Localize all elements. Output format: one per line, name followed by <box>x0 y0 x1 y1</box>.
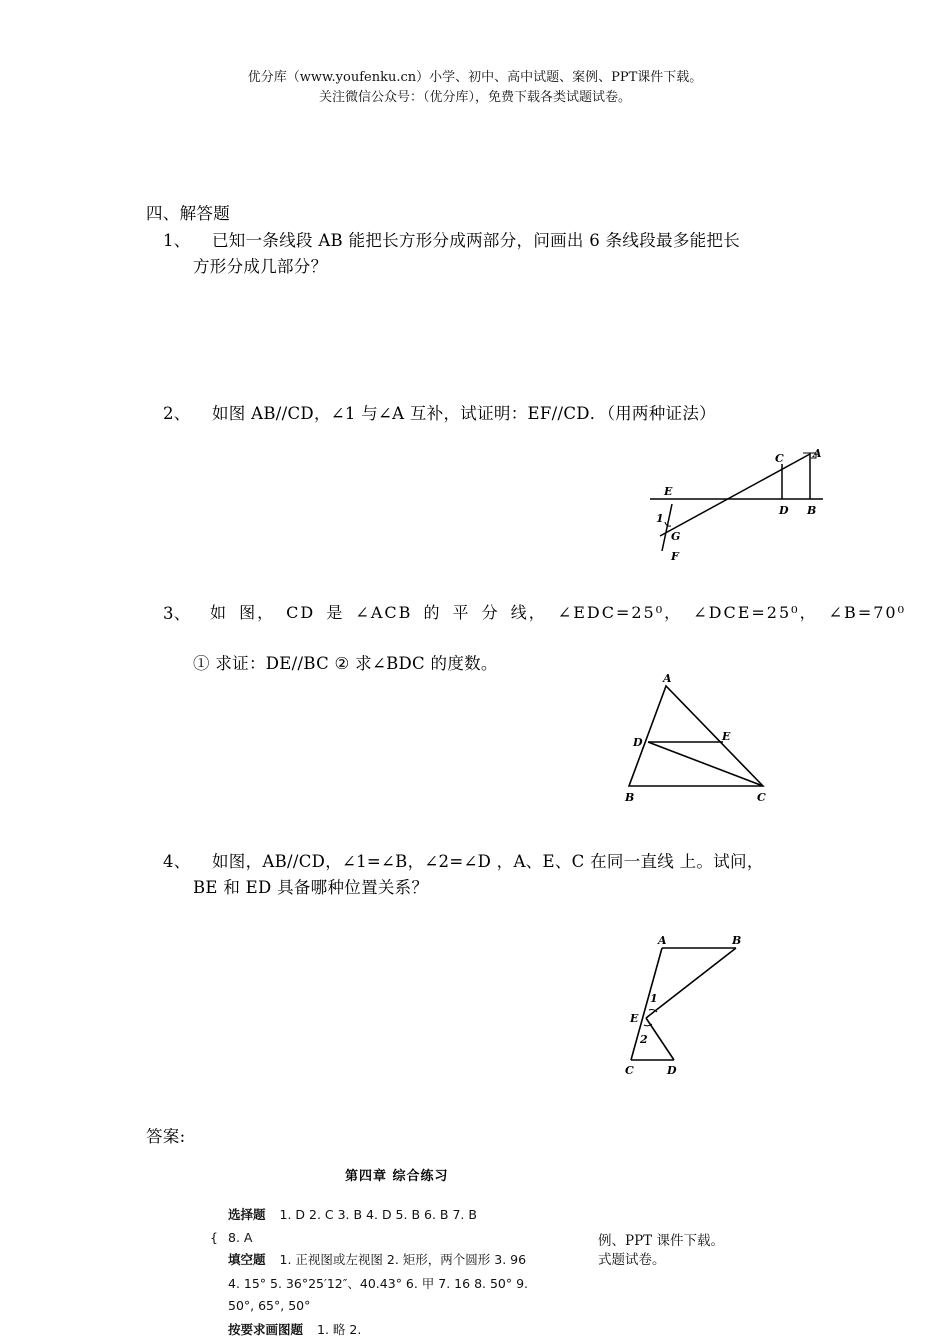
answer-overlay-line-1: 例、PPT 课件下载。 <box>598 1233 724 1249</box>
question-3-figure <box>618 670 778 810</box>
question-1-line-1: 已知一条线段 AB 能把长方形分成两部分，问画出 6 条线段最多能把长 <box>212 231 741 250</box>
label-angle-1: 1 <box>650 992 658 1005</box>
triangle-abc <box>629 686 763 786</box>
label-f: F <box>671 550 679 563</box>
label-a: A <box>658 934 667 947</box>
question-2-number: 2、 <box>163 404 191 423</box>
label-b: B <box>807 504 817 517</box>
answer-fill-row <box>228 1250 526 1268</box>
label-d: D <box>633 736 643 749</box>
label-g: G <box>671 530 681 543</box>
answer-overlay-line-2: 式题试卷。 <box>598 1252 666 1268</box>
label-e: E <box>664 485 673 498</box>
question-3-line-1: 如 图， CD 是 ∠ACB 的 平 分 线， ∠EDC=25⁰， ∠DCE=25⁰， ∠B=70⁰ <box>210 603 906 622</box>
label-e: E <box>630 1012 639 1025</box>
question-2-line-1: 如图 AB//CD，∠1 与∠A 互补，试证明：EF//CD．（用两种证法） <box>212 404 716 423</box>
answer-stray-mark: { <box>210 1230 218 1245</box>
header-line-1: 优分库（www.youfenku.cn）小学、初中、高中试题、案例、PPT课件下载。 <box>247 70 703 85</box>
question-4-line-2: BE 和 ED 具备哪种位置关系？ <box>193 878 429 897</box>
answer-choice-items: 1. D 2. C 3. B 4. D 5. B 6. B 7. B <box>279 1207 477 1222</box>
label-a: A <box>663 672 672 685</box>
answer-label: 答案: <box>146 1127 186 1146</box>
answer-draw-row <box>228 1320 361 1338</box>
header-line-2: 关注微信公众号：（优分库），免费下载各类试题试卷。 <box>318 90 631 105</box>
question-4-figure <box>618 930 758 1080</box>
segment-ed <box>646 1018 674 1060</box>
transversal-gc <box>660 454 810 536</box>
label-b: B <box>625 791 635 804</box>
label-angle-1: 1 <box>656 512 664 525</box>
label-d: D <box>667 1064 677 1077</box>
label-b: B <box>732 934 742 947</box>
answer-draw-items: 1. 略 2. <box>317 1322 362 1337</box>
answer-scan-title: 第四章 综合练习 <box>345 1169 449 1184</box>
answer-choice-label: 选择题 <box>228 1207 266 1222</box>
question-4-number: 4、 <box>163 852 191 871</box>
question-3-line-2: ① 求证：DE//BC ② 求∠BDC 的度数。 <box>193 654 498 673</box>
answer-draw-label: 按要求画图题 <box>228 1322 304 1337</box>
answer-fill-line-2: 4. 15° 5. 36°25′12″、40.43° 6. 甲 7. 16 8. 50° 9. <box>228 1276 529 1291</box>
answer-choice-cont: 8. A <box>228 1230 253 1245</box>
label-c: C <box>625 1064 634 1077</box>
answer-fill-label: 填空题 <box>228 1252 266 1267</box>
label-e: E <box>722 730 731 743</box>
label-d: D <box>779 504 789 517</box>
segment-dc <box>648 742 763 786</box>
question-3-number: 3、 <box>163 604 191 623</box>
label-a: A <box>813 447 822 460</box>
answer-fill-line-3: 50°, 65°, 50° <box>228 1298 311 1313</box>
answer-choice-row <box>228 1205 477 1223</box>
label-angle-2: 2 <box>640 1033 648 1046</box>
answer-fill-items: 1. 正视图或左视图 2. 矩形，两个圆形 3. 96 <box>279 1252 527 1267</box>
label-c: C <box>775 452 784 465</box>
question-2-figure <box>640 440 830 565</box>
section-title: 四、解答题 <box>146 204 230 223</box>
question-1-line-2: 方形分成几部分？ <box>193 257 328 276</box>
label-c: C <box>757 791 766 804</box>
question-4-line-1: 如图，AB//CD，∠1=∠B，∠2=∠D ，A、E、C 在同一直线 上。试问， <box>212 852 764 871</box>
question-1-number: 1、 <box>163 231 191 250</box>
